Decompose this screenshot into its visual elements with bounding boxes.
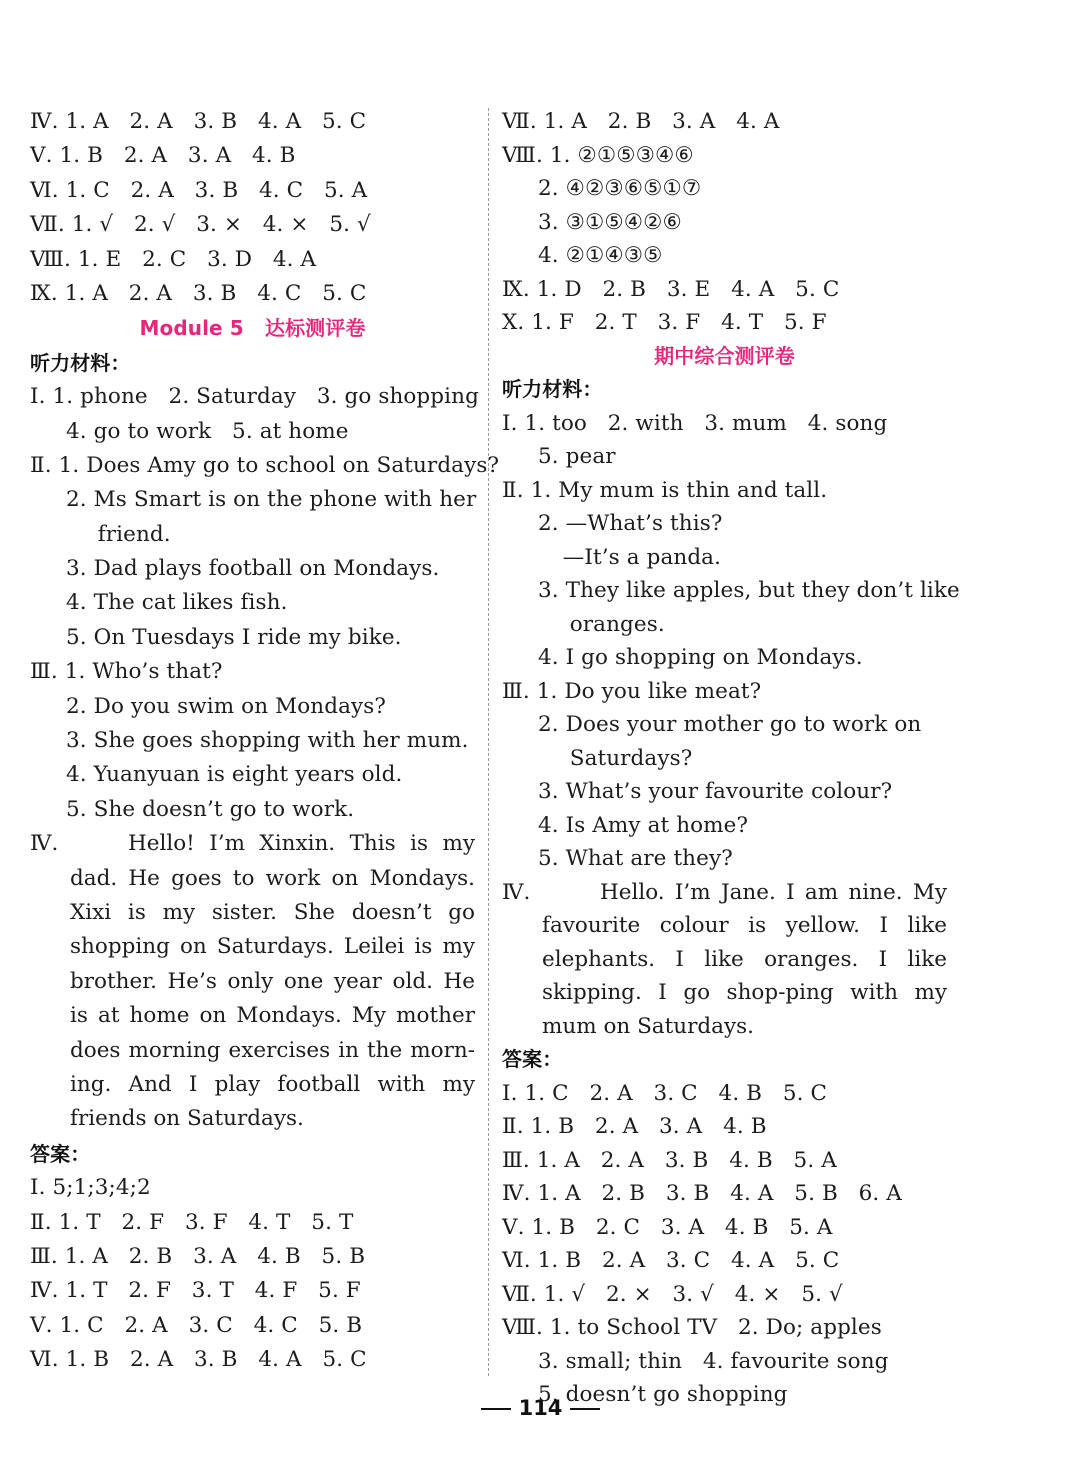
continuation-line: —It’s a panda.: [542, 544, 722, 570]
sub-item-line: 3. ③①⑤④②⑥: [538, 209, 682, 235]
sub-item-line: 4. I go shopping on Mondays.: [538, 645, 863, 670]
section-heading: 听力材料：: [30, 350, 131, 375]
right-column: [502, 105, 960, 1412]
sub-item-line: 2. Ms Smart is on the phone with her: [66, 487, 477, 513]
answer-line: Ⅸ. 1. D 2. B 3. E 4. A 5. C: [502, 276, 840, 302]
answer-line: Ⅵ. 1. C 2. A 3. B 4. C 5. A: [30, 177, 368, 203]
answer-line: Ⅱ. 1. B 2. A 3. A 4. B: [502, 1114, 767, 1139]
sub-item-line: 3. They like apples, but they don’t like: [538, 578, 960, 603]
passage-text: Hello. I’m Jane. I am nine. My favourite colour is yellow. I like elephants. I like oranges. I like skipping. I go shop-ping with my mum on Saturdays.: [542, 879, 947, 1039]
sub-item-line: 4. Yuanyuan is eight years old.: [66, 762, 403, 788]
sub-item-line: 3. small; thin 4. favourite song: [538, 1348, 889, 1374]
sub-item-line: 2. Do you swim on Mondays?: [66, 693, 386, 719]
left-column: [30, 105, 500, 1378]
sub-item-line: 3. She goes shopping with her mum.: [66, 728, 469, 754]
sub-item-line: 5. On Tuesdays I ride my bike.: [66, 624, 402, 650]
answer-line: Ⅲ. 1. Do you like meat?: [502, 678, 762, 704]
answer-line: Ⅳ. 1. A 2. B 3. B 4. A 5. B 6. A: [502, 1181, 902, 1206]
answer-line: Ⅰ. 5;1;3;4;2: [30, 1175, 151, 1201]
answer-line: Ⅱ. 1. Does Amy go to school on Saturdays?: [30, 452, 500, 478]
answer-line: Ⅷ. 1. E 2. C 3. D 4. A: [30, 246, 317, 272]
passage-paragraph: [502, 876, 947, 1044]
sub-item-line: 4. The cat likes fish.: [66, 590, 288, 616]
answer-line: Ⅲ. 1. Who’s that?: [30, 659, 223, 685]
answer-line: Ⅱ. 1. T 2. F 3. F 4. T 5. T: [30, 1209, 354, 1235]
answer-line: Ⅰ. 1. too 2. with 3. mum 4. song: [502, 410, 888, 436]
footer-dash-right: [570, 1408, 600, 1410]
answer-line: Ⅵ. 1. B 2. A 3. C 4. A 5. C: [502, 1248, 840, 1273]
answer-line: Ⅰ. 1. C 2. A 3. C 4. B 5. C: [502, 1080, 828, 1106]
column-divider: [488, 108, 489, 1376]
section-number: Ⅳ.: [30, 831, 59, 857]
sub-item-line: 5. doesn’t go shopping: [538, 1382, 788, 1407]
continuation-line: oranges.: [542, 611, 665, 637]
answer-line: Ⅶ. 1. √ 2. √ 3. × 4. × 5. √: [30, 212, 371, 238]
answer-line: Ⅴ. 1. B 2. C 3. A 4. B 5. A: [502, 1214, 833, 1240]
answer-line: Ⅲ. 1. A 2. A 3. B 4. B 5. A: [502, 1147, 837, 1173]
answer-line: Ⅴ. 1. B 2. A 3. A 4. B: [30, 143, 296, 169]
test-title: Module 5 达标测评卷: [139, 316, 366, 341]
answer-line: Ⅹ. 1. F 2. T 3. F 4. T 5. F: [502, 310, 827, 335]
answer-line: Ⅷ. 1. ②①⑤③④⑥: [502, 142, 694, 168]
answer-line: Ⅶ. 1. √ 2. × 3. √ 4. × 5. √: [502, 1281, 843, 1307]
answer-line: Ⅲ. 1. A 2. B 3. A 4. B 5. B: [30, 1244, 366, 1270]
sub-item-line: 2. ④②③⑥⑤①⑦: [538, 176, 702, 201]
sub-item-line: 5. pear: [538, 444, 616, 469]
sub-item-line: 3. What’s your favourite colour?: [538, 779, 893, 804]
test-title: 期中综合测评卷: [654, 343, 795, 368]
footer-dash-left: [481, 1408, 511, 1410]
answer-line: Ⅰ. 1. phone 2. Saturday 3. go shopping: [30, 384, 479, 410]
continuation-line: Saturdays?: [542, 745, 693, 771]
section-heading: 答案：: [30, 1141, 91, 1166]
sub-item-line: 5. She doesn’t go to work.: [66, 796, 355, 822]
sub-item-line: 4. go to work 5. at home: [66, 418, 349, 444]
answer-line: Ⅳ. 1. A 2. A 3. B 4. A 5. C: [30, 109, 367, 134]
sub-item-line: 2. —What’s this?: [538, 511, 723, 536]
page-number: 114: [518, 1396, 563, 1420]
section-heading: 答案：: [502, 1047, 563, 1071]
answer-line: Ⅸ. 1. A 2. A 3. B 4. C 5. C: [30, 280, 367, 306]
sub-item-line: 4. ②①④③⑤: [538, 243, 663, 268]
answer-line: Ⅱ. 1. My mum is thin and tall.: [502, 477, 828, 503]
sub-item-line: 4. Is Amy at home?: [538, 812, 749, 838]
answer-line: Ⅵ. 1. B 2. A 3. B 4. A 5. C: [30, 1347, 367, 1373]
section-number: Ⅳ.: [502, 879, 531, 905]
sub-item-line: 3. Dad plays football on Mondays.: [66, 556, 440, 582]
answer-line: Ⅷ. 1. to School TV 2. Do; apples: [502, 1315, 882, 1340]
sub-item-line: 5. What are they?: [538, 846, 733, 871]
passage-paragraph: [30, 827, 475, 1137]
sub-item-line: 2. Does your mother go to work on: [538, 712, 922, 737]
answer-line: Ⅳ. 1. T 2. F 3. T 4. F 5. F: [30, 1278, 361, 1304]
section-heading: 听力材料：: [502, 377, 603, 401]
answer-line: Ⅴ. 1. C 2. A 3. C 4. C 5. B: [30, 1312, 363, 1338]
page-footer: [0, 1396, 1081, 1420]
continuation-line: friend.: [70, 521, 171, 547]
answer-line: Ⅶ. 1. A 2. B 3. A 4. A: [502, 109, 780, 134]
passage-text: Hello! I’m Xinxin. This is my dad. He goes to work on Mondays. Xixi is my sister. She doesn’t go shopping on Saturdays. Leilei is my brother. He’s only one year old. He is at home on Mondays. My mother does morning exercises in the morn-ing. And I play football with my friends on Saturdays.: [70, 831, 475, 1132]
